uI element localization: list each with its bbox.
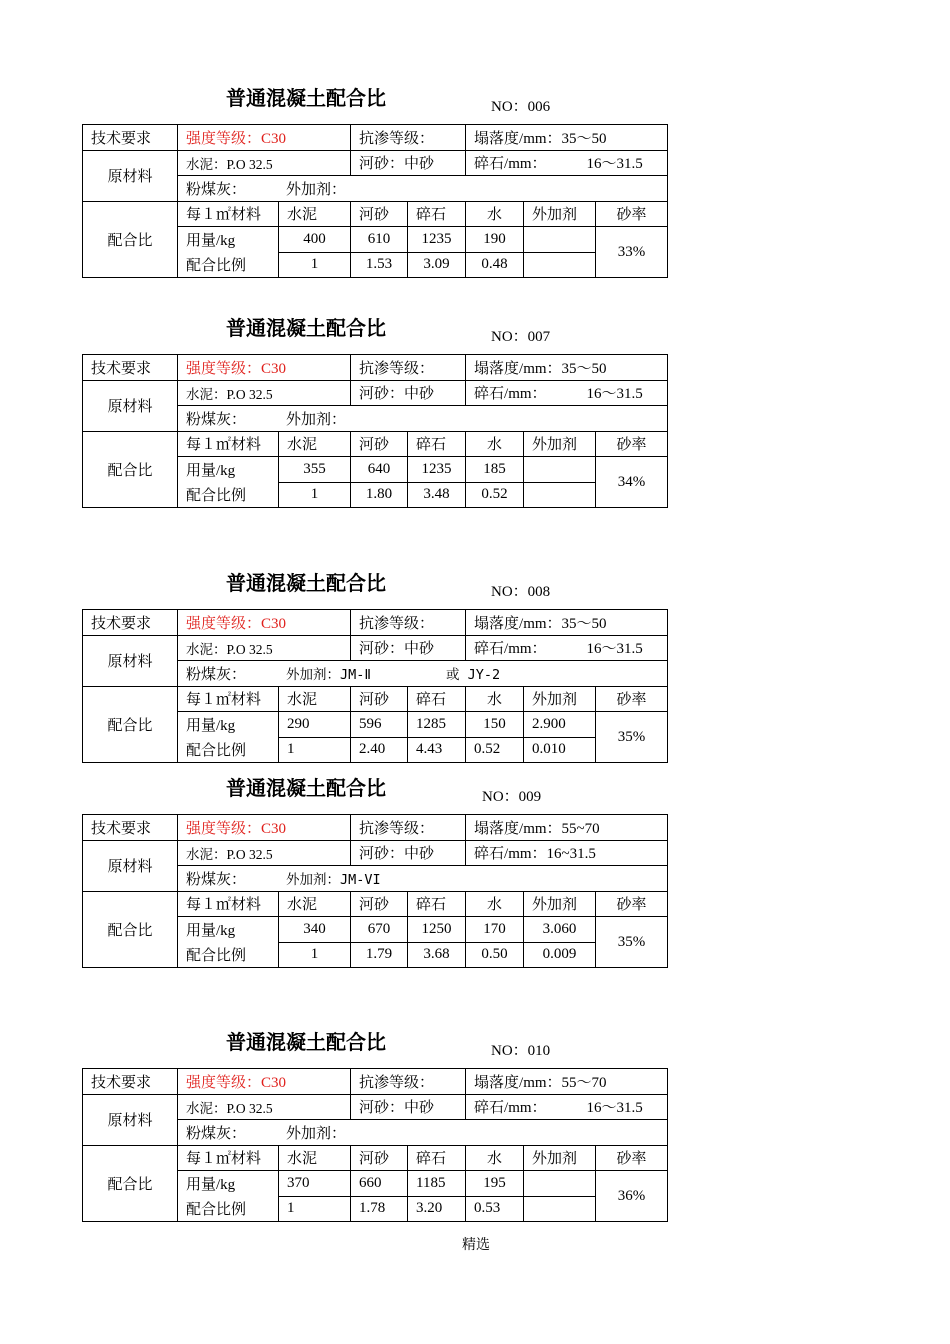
usage-sand: 660 bbox=[351, 1171, 408, 1197]
block-title: 普通混凝土配合比 bbox=[226, 86, 386, 110]
col-sand: 河砂 bbox=[351, 686, 408, 712]
usage-sand: 596 bbox=[351, 712, 408, 738]
usage-admixture: 3.060 bbox=[524, 917, 596, 943]
col-cement: 水泥 bbox=[279, 1145, 351, 1171]
usage-cement: 400 bbox=[279, 227, 351, 253]
col-admixture: 外加剂 bbox=[524, 431, 596, 457]
mix-ratio-label: 配合比 bbox=[83, 431, 178, 508]
col-gravel: 碎石 bbox=[408, 201, 466, 227]
col-sand-rate: 砂率 bbox=[596, 891, 668, 917]
slump: 塌落度/mm：35～50 bbox=[466, 125, 668, 151]
flyash-admixture-row bbox=[178, 866, 668, 892]
sand-spec: 河砂：中砂 bbox=[351, 150, 466, 176]
block-number: NO：007 bbox=[491, 329, 551, 345]
sand-rate-value: 34% bbox=[596, 457, 668, 508]
ratio-label: 配合比例 bbox=[178, 942, 279, 968]
sand-rate-value: 36% bbox=[596, 1171, 668, 1222]
col-sand-rate: 砂率 bbox=[596, 431, 668, 457]
usage-sand: 640 bbox=[351, 457, 408, 483]
col-water: 水 bbox=[466, 1145, 524, 1171]
col-water: 水 bbox=[466, 891, 524, 917]
mix-ratio-label: 配合比 bbox=[83, 686, 178, 763]
col-sand: 河砂 bbox=[351, 1145, 408, 1171]
ratio-water: 0.52 bbox=[466, 737, 524, 763]
mix-table bbox=[82, 1068, 668, 1222]
usage-cement: 355 bbox=[279, 457, 351, 483]
mix-block-010 bbox=[82, 1026, 667, 1218]
raw-material-label: 原材料 bbox=[83, 150, 178, 201]
cement-spec: 水泥：P.O 32.5 bbox=[178, 1094, 351, 1120]
col-admixture: 外加剂 bbox=[524, 891, 596, 917]
block-title: 普通混凝土配合比 bbox=[226, 571, 386, 595]
ratio-label: 配合比例 bbox=[178, 252, 279, 278]
col-admixture: 外加剂 bbox=[524, 686, 596, 712]
col-sand: 河砂 bbox=[351, 891, 408, 917]
cement-spec: 水泥：P.O 32.5 bbox=[178, 380, 351, 406]
ratio-sand: 1.79 bbox=[351, 942, 408, 968]
gravel-label: 碎石/mm： bbox=[474, 1100, 547, 1117]
ratio-gravel: 4.43 bbox=[408, 737, 466, 763]
col-sand-rate: 砂率 bbox=[596, 1145, 668, 1171]
slump: 塌落度/mm：55～70 bbox=[466, 1069, 668, 1095]
ratio-admixture bbox=[524, 1196, 596, 1222]
impermeability-grade: 抗渗等级： bbox=[351, 815, 466, 841]
usage-gravel: 1250 bbox=[408, 917, 466, 943]
ratio-sand: 1.53 bbox=[351, 252, 408, 278]
usage-water: 185 bbox=[466, 457, 524, 483]
admixture-alt: 或 JY-2 bbox=[446, 666, 501, 683]
gravel-label: 碎石/mm： bbox=[474, 641, 547, 658]
gravel-spec bbox=[466, 1094, 668, 1120]
raw-material-label: 原材料 bbox=[83, 635, 178, 686]
cement-spec: 水泥：P.O 32.5 bbox=[178, 150, 351, 176]
mix-block-007 bbox=[82, 312, 667, 504]
mix-ratio-label: 配合比 bbox=[83, 891, 178, 968]
slump: 塌落度/mm：35～50 bbox=[466, 610, 668, 636]
mix-table bbox=[82, 354, 668, 508]
gravel-size: 16～31.5 bbox=[586, 156, 643, 173]
admixture-label: 外加剂： bbox=[286, 1125, 347, 1142]
ratio-admixture bbox=[524, 252, 596, 278]
col-cement: 水泥 bbox=[279, 201, 351, 227]
usage-label: 用量/kg bbox=[178, 1171, 279, 1197]
usage-cement: 290 bbox=[279, 712, 351, 738]
usage-label: 用量/kg bbox=[178, 917, 279, 943]
mix-block-009 bbox=[82, 772, 667, 964]
ratio-gravel: 3.48 bbox=[408, 482, 466, 508]
block-number: NO：008 bbox=[491, 584, 551, 600]
ratio-sand: 1.80 bbox=[351, 482, 408, 508]
raw-material-label: 原材料 bbox=[83, 840, 178, 891]
mix-ratio-label: 配合比 bbox=[83, 1145, 178, 1222]
block-number: NO：009 bbox=[482, 789, 542, 805]
sand-rate-value: 35% bbox=[596, 712, 668, 763]
usage-label: 用量/kg bbox=[178, 712, 279, 738]
admixture-label: 外加剂： bbox=[286, 411, 347, 428]
block-number: NO：006 bbox=[491, 99, 551, 115]
per-m3-label: 每１㎡材料 bbox=[178, 201, 279, 227]
usage-water: 170 bbox=[466, 917, 524, 943]
usage-water: 195 bbox=[466, 1171, 524, 1197]
block-title: 普通混凝土配合比 bbox=[226, 776, 386, 800]
gravel-spec bbox=[466, 150, 668, 176]
col-gravel: 碎石 bbox=[408, 891, 466, 917]
flyash-admixture-row bbox=[178, 1120, 668, 1146]
ratio-cement: 1 bbox=[279, 252, 351, 278]
per-m3-label: 每１㎡材料 bbox=[178, 431, 279, 457]
gravel-spec bbox=[466, 380, 668, 406]
gravel-spec bbox=[466, 635, 668, 661]
mix-table bbox=[82, 124, 668, 278]
ratio-water: 0.50 bbox=[466, 942, 524, 968]
col-sand: 河砂 bbox=[351, 201, 408, 227]
req-label: 技术要求 bbox=[83, 1069, 178, 1095]
usage-gravel: 1235 bbox=[408, 457, 466, 483]
usage-sand: 610 bbox=[351, 227, 408, 253]
ratio-admixture: 0.009 bbox=[524, 942, 596, 968]
mix-table bbox=[82, 814, 668, 968]
col-admixture: 外加剂 bbox=[524, 1145, 596, 1171]
ratio-admixture: 0.010 bbox=[524, 737, 596, 763]
col-admixture: 外加剂 bbox=[524, 201, 596, 227]
admixture-label: 外加剂：JM-VI bbox=[286, 871, 381, 888]
gravel-spec: 碎石/mm：16~31.5 bbox=[466, 840, 668, 866]
usage-admixture bbox=[524, 227, 596, 253]
req-label: 技术要求 bbox=[83, 355, 178, 381]
strength-grade: 强度等级：C30 bbox=[178, 1069, 351, 1095]
block-number: NO：010 bbox=[491, 1043, 551, 1059]
ratio-label: 配合比例 bbox=[178, 737, 279, 763]
ratio-cement: 1 bbox=[279, 1196, 351, 1222]
col-water: 水 bbox=[466, 686, 524, 712]
ratio-water: 0.53 bbox=[466, 1196, 524, 1222]
ratio-water: 0.48 bbox=[466, 252, 524, 278]
col-gravel: 碎石 bbox=[408, 431, 466, 457]
flyash-label: 粉煤灰： bbox=[186, 666, 247, 683]
flyash-admixture-row bbox=[178, 176, 668, 202]
raw-material-label: 原材料 bbox=[83, 380, 178, 431]
sand-spec: 河砂：中砂 bbox=[351, 1094, 466, 1120]
ratio-sand: 2.40 bbox=[351, 737, 408, 763]
usage-cement: 370 bbox=[279, 1171, 351, 1197]
col-cement: 水泥 bbox=[279, 431, 351, 457]
ratio-gravel: 3.20 bbox=[408, 1196, 466, 1222]
ratio-gravel: 3.68 bbox=[408, 942, 466, 968]
impermeability-grade: 抗渗等级： bbox=[351, 355, 466, 381]
ratio-label: 配合比例 bbox=[178, 482, 279, 508]
usage-gravel: 1235 bbox=[408, 227, 466, 253]
admixture-label: 外加剂：JM-Ⅱ bbox=[286, 666, 372, 683]
col-sand: 河砂 bbox=[351, 431, 408, 457]
usage-label: 用量/kg bbox=[178, 227, 279, 253]
cement-spec: 水泥：P.O 32.5 bbox=[178, 840, 351, 866]
flyash-admixture-row bbox=[178, 661, 668, 687]
mix-table bbox=[82, 609, 668, 763]
admixture-label: 外加剂： bbox=[286, 181, 347, 198]
flyash-label: 粉煤灰： bbox=[186, 871, 247, 888]
usage-admixture: 2.900 bbox=[524, 712, 596, 738]
gravel-size: 16～31.5 bbox=[586, 641, 643, 658]
sand-spec: 河砂：中砂 bbox=[351, 380, 466, 406]
gravel-label: 碎石/mm： bbox=[474, 386, 547, 403]
usage-gravel: 1185 bbox=[408, 1171, 466, 1197]
col-sand-rate: 砂率 bbox=[596, 201, 668, 227]
usage-water: 190 bbox=[466, 227, 524, 253]
ratio-sand: 1.78 bbox=[351, 1196, 408, 1222]
impermeability-grade: 抗渗等级： bbox=[351, 125, 466, 151]
per-m3-label: 每１㎡材料 bbox=[178, 891, 279, 917]
ratio-cement: 1 bbox=[279, 737, 351, 763]
strength-grade: 强度等级：C30 bbox=[178, 610, 351, 636]
flyash-label: 粉煤灰： bbox=[186, 181, 247, 198]
cement-spec: 水泥：P.O 32.5 bbox=[178, 635, 351, 661]
col-sand-rate: 砂率 bbox=[596, 686, 668, 712]
usage-sand: 670 bbox=[351, 917, 408, 943]
mix-ratio-label: 配合比 bbox=[83, 201, 178, 278]
strength-grade: 强度等级：C30 bbox=[178, 125, 351, 151]
impermeability-grade: 抗渗等级： bbox=[351, 1069, 466, 1095]
ratio-cement: 1 bbox=[279, 942, 351, 968]
usage-admixture bbox=[524, 1171, 596, 1197]
col-gravel: 碎石 bbox=[408, 1145, 466, 1171]
per-m3-label: 每１㎡材料 bbox=[178, 1145, 279, 1171]
col-cement: 水泥 bbox=[279, 891, 351, 917]
col-gravel: 碎石 bbox=[408, 686, 466, 712]
strength-grade: 强度等级：C30 bbox=[178, 355, 351, 381]
col-water: 水 bbox=[466, 201, 524, 227]
flyash-label: 粉煤灰： bbox=[186, 1125, 247, 1142]
flyash-label: 粉煤灰： bbox=[186, 411, 247, 428]
mix-block-008 bbox=[82, 567, 667, 759]
sand-rate-value: 35% bbox=[596, 917, 668, 968]
sand-spec: 河砂：中砂 bbox=[351, 635, 466, 661]
req-label: 技术要求 bbox=[83, 610, 178, 636]
flyash-admixture-row bbox=[178, 406, 668, 432]
usage-water: 150 bbox=[466, 712, 524, 738]
col-water: 水 bbox=[466, 431, 524, 457]
usage-label: 用量/kg bbox=[178, 457, 279, 483]
raw-material-label: 原材料 bbox=[83, 1094, 178, 1145]
block-title: 普通混凝土配合比 bbox=[226, 316, 386, 340]
gravel-size: 16～31.5 bbox=[586, 1100, 643, 1117]
slump: 塌落度/mm：35～50 bbox=[466, 355, 668, 381]
sand-spec: 河砂：中砂 bbox=[351, 840, 466, 866]
ratio-label: 配合比例 bbox=[178, 1196, 279, 1222]
ratio-admixture bbox=[524, 482, 596, 508]
col-cement: 水泥 bbox=[279, 686, 351, 712]
page-footer: 精选 bbox=[462, 1237, 490, 1253]
usage-admixture bbox=[524, 457, 596, 483]
sand-rate-value: 33% bbox=[596, 227, 668, 278]
req-label: 技术要求 bbox=[83, 125, 178, 151]
block-title: 普通混凝土配合比 bbox=[226, 1030, 386, 1054]
impermeability-grade: 抗渗等级： bbox=[351, 610, 466, 636]
per-m3-label: 每１㎡材料 bbox=[178, 686, 279, 712]
usage-gravel: 1285 bbox=[408, 712, 466, 738]
ratio-cement: 1 bbox=[279, 482, 351, 508]
slump: 塌落度/mm：55~70 bbox=[466, 815, 668, 841]
ratio-water: 0.52 bbox=[466, 482, 524, 508]
gravel-size: 16～31.5 bbox=[586, 386, 643, 403]
req-label: 技术要求 bbox=[83, 815, 178, 841]
ratio-gravel: 3.09 bbox=[408, 252, 466, 278]
strength-grade: 强度等级：C30 bbox=[178, 815, 351, 841]
usage-cement: 340 bbox=[279, 917, 351, 943]
gravel-label: 碎石/mm： bbox=[474, 156, 547, 173]
mix-block-006 bbox=[82, 82, 667, 274]
